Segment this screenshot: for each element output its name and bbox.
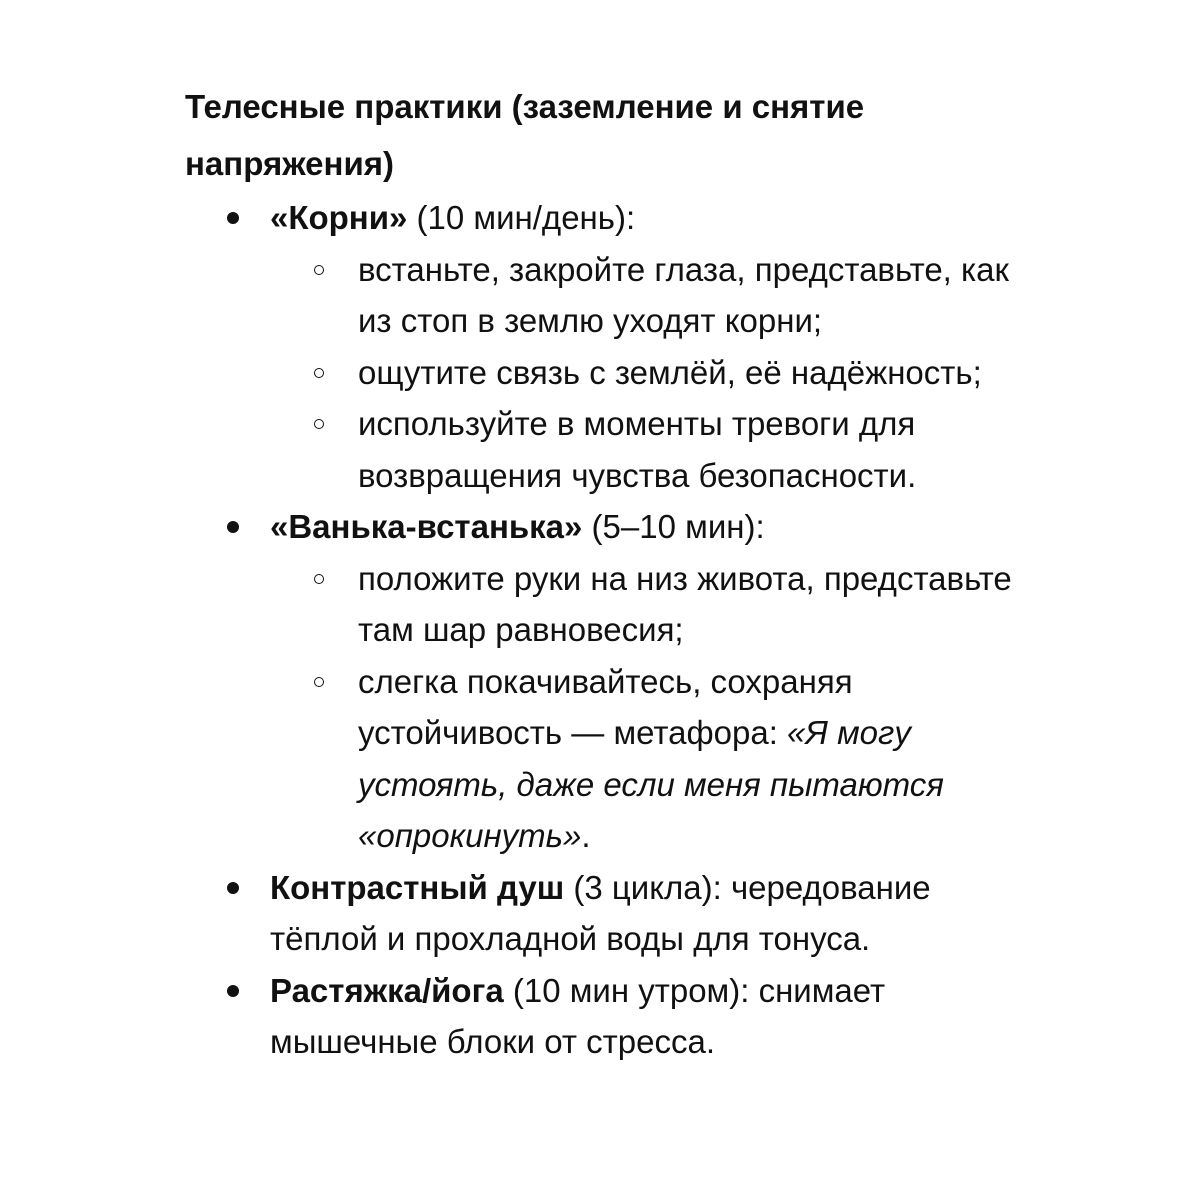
bullet-icon: [227, 212, 239, 224]
sublist-item: [270, 347, 1045, 399]
sublist-item: [270, 553, 1045, 656]
sublist-item-text: ощутите связь с землёй, её надёжность;: [358, 353, 982, 391]
list-item-contrast-shower: [185, 862, 1045, 965]
list-item-stretching: [185, 965, 1045, 1068]
circle-bullet-icon: [314, 419, 324, 429]
bullet-icon: [227, 521, 239, 533]
document-title: Телесные практики (заземление и снятие напряжения): [185, 88, 865, 182]
sublist-item-tail: .: [581, 817, 591, 854]
circle-bullet-icon: [314, 574, 324, 584]
list-item-roots: [185, 192, 1045, 501]
sublist-item-lead: слегка покачивайтесь, сохраняя устойчивость — метафора:: [358, 662, 853, 751]
item-detail: (10 мин утром): снимает мышечные блоки от стресса.: [270, 971, 886, 1060]
item-text: [270, 192, 1045, 244]
item-name: «Ванька-встанька»: [270, 508, 583, 545]
bullet-icon: [227, 882, 239, 894]
item-name: «Корни»: [270, 199, 408, 236]
circle-bullet-icon: [314, 677, 324, 687]
practice-list: [185, 192, 1045, 1068]
sublist-item-text: встаньте, закройте глаза, представьте, как из стоп в землю уходят корни;: [358, 250, 1009, 339]
metaphor-quote: «Я могу устоять, даже если меня пытаются «опрокинуть»: [358, 714, 944, 854]
sublist-item: [270, 244, 1045, 347]
item-text: [270, 965, 1045, 1068]
item-text: [270, 862, 1045, 965]
sublist-item: [270, 398, 1045, 501]
item-detail: (5–10 мин):: [582, 508, 765, 545]
sublist: [270, 244, 1045, 502]
sublist-item: [270, 656, 1045, 862]
item-name: Растяжка/йога: [270, 971, 504, 1009]
item-detail: (10 мин/день):: [407, 199, 636, 236]
item-detail: (3 цикла): чередование тёплой и прохладной воды для тонуса.: [270, 868, 931, 957]
sublist-item-text: используйте в моменты тревоги для возвращения чувства безопасности.: [358, 405, 917, 494]
document-page: [185, 78, 1045, 1068]
item-name: Контрастный душ: [270, 868, 565, 906]
circle-bullet-icon: [314, 368, 324, 378]
sublist-item-text: положите руки на низ живота, представьте там шар равновесия;: [358, 559, 1012, 648]
item-text: [270, 501, 1045, 553]
sublist: [270, 553, 1045, 862]
circle-bullet-icon: [314, 265, 324, 275]
sublist-item-text: [358, 663, 944, 855]
list-item-roly-poly: [185, 501, 1045, 862]
bullet-icon: [227, 985, 239, 997]
